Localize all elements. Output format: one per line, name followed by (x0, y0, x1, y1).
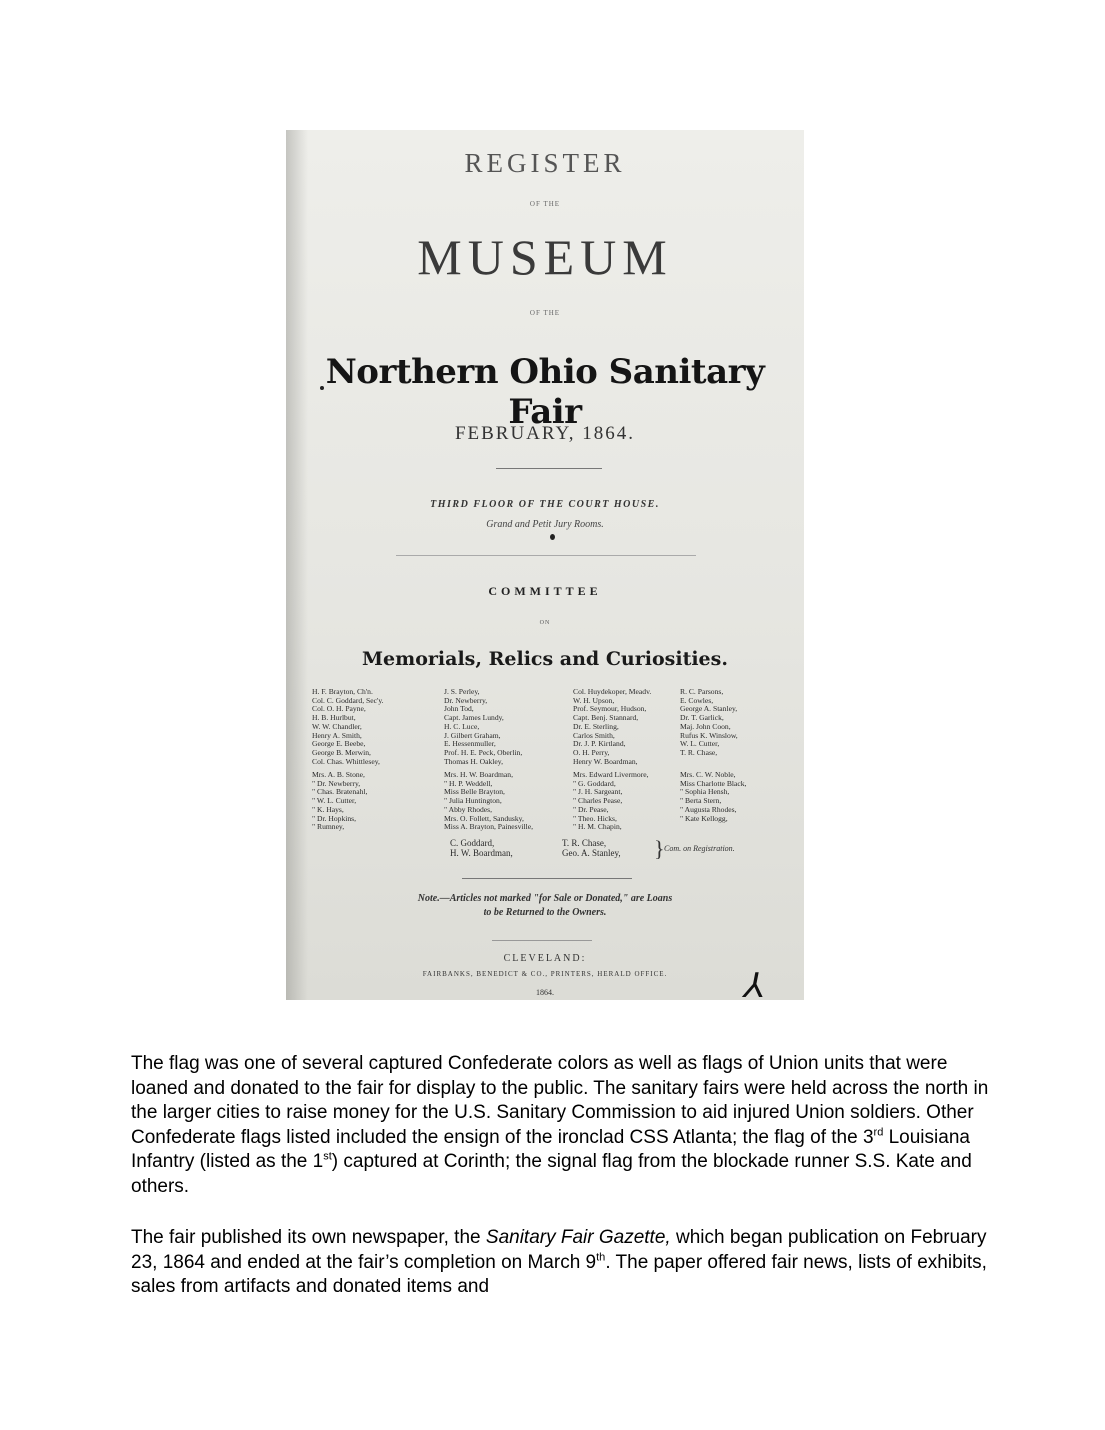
name-entry: " K. Hays, (312, 804, 344, 814)
committee-heading: COMMITTEE (488, 584, 602, 598)
name-entry: " W. L. Cutter, (312, 796, 357, 806)
handwritten-mark: ⅄ (744, 966, 765, 1000)
name-entry: Col. Huydekoper, Meadv. (573, 687, 652, 696)
name-entry: J. Gilbert Graham, (444, 730, 501, 740)
registration-label: Com. on Registration. (664, 844, 735, 853)
name-entry: Col. C. Goddard, Sec'y. (312, 695, 384, 705)
name-entry: Henry W. Boardman, (573, 756, 638, 766)
name-entry: Mrs. C. W. Noble, (680, 770, 736, 779)
name-entry: H. C. Luce, (444, 721, 480, 731)
name-entry: " H. M. Chapin, (573, 822, 622, 832)
superscript: st (323, 1150, 332, 1163)
ladies-names-col3 (573, 771, 649, 832)
name-entry: E. Cowles, (680, 695, 714, 705)
name-entry: C. Goddard, (450, 838, 495, 848)
name-entry: Miss Belle Brayton, (444, 787, 505, 797)
ladies-names-col2 (444, 771, 533, 832)
name-entry: " Dr. Newberry, (312, 778, 361, 788)
name-entry: W. W. Chandler, (312, 721, 362, 731)
text-run: The fair published its own newspaper, the (131, 1227, 486, 1248)
name-entry: H. F. Brayton, Ch'n. (312, 687, 373, 696)
ink-speck (320, 386, 324, 390)
memorials-heading: Memorials, Relics and Curiosities. (362, 648, 728, 670)
name-entry: " Dr. Hopkins, (312, 813, 357, 823)
name-entry: Maj. John Coon, (680, 721, 731, 731)
name-entry: Dr. Newberry, (444, 695, 488, 705)
divider (462, 878, 632, 879)
name-entry: " Sophia Hensh, (680, 787, 730, 797)
name-entry: Dr. T. Garlick, (680, 713, 724, 723)
name-entry: T. R. Chase, (680, 747, 718, 757)
newspaper-title: Sanitary Fair Gazette, (485, 1227, 671, 1248)
name-entry: H. B. Hurlbut, (312, 713, 356, 723)
name-entry: " Rumney, (312, 822, 345, 832)
paragraph-flag (131, 1052, 991, 1199)
rooms-text: Grand and Petit Jury Rooms. (486, 519, 604, 530)
name-entry: W. L. Cutter, (680, 739, 720, 749)
title-page-scan (286, 130, 804, 1000)
name-entry: George B. Merwin, (312, 747, 371, 757)
name-entry: Henry A. Smith, (312, 730, 362, 740)
ladies-names-col4 (680, 771, 746, 823)
name-entry: Mrs. H. W. Boardman, (444, 770, 513, 779)
printers-text: FAIRBANKS, BENEDICT & CO., PRINTERS, HERALD OFFICE. (422, 970, 668, 978)
name-entry: " H. P. Weddell, (444, 778, 493, 788)
name-entry: Miss A. Brayton, Painesville, (444, 822, 534, 832)
text-run: . The paper offered fair news, lists of exhibits, sales from artifacts and donated items and (131, 1251, 987, 1297)
name-entry: John Tod, (444, 704, 474, 714)
name-entry: E. Hessenmuller, (444, 739, 496, 749)
name-entry: W. H. Upson, (573, 695, 615, 705)
name-entry: George A. Stanley, (680, 704, 738, 714)
fair-date: FEBRUARY, 1864. (454, 423, 636, 444)
name-entry: O. H. Perry, (573, 747, 610, 757)
name-entry: " G. Goddard, (573, 778, 616, 788)
name-entry: Thomas H. Oakley, (444, 756, 503, 766)
register-heading: REGISTER (464, 148, 626, 178)
committee-names-col2 (444, 688, 522, 766)
brace-mark: } (654, 836, 665, 861)
text-run: Louisiana Infantry (listed as the 1 (131, 1126, 970, 1172)
of-the-text: OF THE (529, 309, 561, 317)
name-entry: H. W. Boardman, (450, 848, 513, 858)
name-entry: George E. Beebe, (312, 739, 366, 749)
text-run: which began publication on February 23, 1864 and ended at the fair’s completion on March 9 (131, 1227, 987, 1273)
note-line: to be Returned to the Owners. (483, 907, 607, 918)
name-entry: Capt. Benj. Stannard, (573, 713, 639, 723)
name-entry: " Berta Stern, (680, 796, 722, 806)
name-entry: Mrs. A. B. Stone, (312, 770, 365, 779)
location-text: THIRD FLOOR OF THE COURT HOUSE. (430, 499, 660, 510)
name-entry: Miss Charlotte Black, (680, 778, 747, 788)
on-text: ON (539, 620, 551, 626)
divider (496, 468, 602, 469)
text-run: ) captured at Corinth; the signal flag from the blockade runner S.S. Kate and others. (131, 1151, 972, 1197)
name-entry: Dr. E. Sterling, (573, 721, 619, 731)
of-the-text: OF THE (529, 200, 561, 208)
city-text: CLEVELAND: (503, 953, 587, 964)
divider (492, 940, 592, 941)
note-text (286, 892, 804, 920)
divider (396, 555, 696, 556)
paragraph-gazette (131, 1226, 991, 1300)
name-entry: " Charles Pease, (573, 796, 623, 806)
name-entry: Col. O. H. Payne, (312, 704, 366, 714)
name-entry: Capt. James Lundy, (444, 713, 504, 723)
name-entry: Prof. H. E. Peck, Oberlin, (444, 747, 523, 757)
name-entry: Geo. A. Stanley, (562, 848, 621, 858)
name-entry: Carlos Smith, (573, 730, 615, 740)
fair-name-heading: Northern Ohio Sanitary Fair (325, 352, 765, 432)
name-entry: " Abby Rhodes, (444, 804, 493, 814)
ink-speck (550, 534, 555, 540)
committee-names-col3 (573, 688, 651, 766)
registration-names-col1 (450, 838, 513, 858)
museum-heading: MUSEUM (417, 229, 673, 285)
committee-names-col4 (680, 688, 738, 758)
name-entry: Mrs. Edward Livermore, (573, 770, 649, 779)
name-entry: " Dr. Pease, (573, 804, 609, 814)
name-entry: Dr. J. P. Kirtland, (573, 739, 626, 749)
name-entry: R. C. Parsons, (680, 687, 724, 696)
name-entry: " Augusta Rhodes, (680, 804, 737, 814)
superscript: th (596, 1251, 606, 1264)
name-entry: " Kate Kellogg, (680, 813, 728, 823)
name-entry: " J. H. Sargeant, (573, 787, 623, 797)
note-line: Note.—Articles not marked "for Sale or Donated," are Loans (417, 893, 673, 904)
name-entry: " Julia Huntington, (444, 796, 502, 806)
name-entry: Mrs. O. Follett, Sandusky, (444, 813, 524, 823)
ladies-names-col1 (312, 771, 367, 832)
name-entry: Rufus K. Winslow, (680, 730, 738, 740)
name-entry: Col. Chas. Whittlesey, (312, 756, 380, 766)
year-text: 1864. (536, 988, 554, 997)
registration-names-col2 (562, 838, 621, 858)
name-entry: " Theo. Hicks, (573, 813, 617, 823)
name-entry: " Chas. Bratenahl, (312, 787, 368, 797)
name-entry: J. S. Perley, (444, 687, 480, 696)
name-entry: T. R. Chase, (562, 838, 607, 848)
name-entry: Prof. Seymour, Hudson, (573, 704, 647, 714)
committee-names-col1 (312, 688, 384, 766)
text-run: The flag was one of several captured Confederate colors as well as flags of Union units that were loaned and donated to the fair for display to the public. The sanitary fairs were held across the north in the larger cities to raise money for the U.S. Sanitary Commission to aid injured Union soldiers. Other Confederate flags listed included the ensign of the ironclad CSS Atlanta; the flag of the 3 (131, 1053, 989, 1148)
superscript: rd (873, 1126, 884, 1139)
